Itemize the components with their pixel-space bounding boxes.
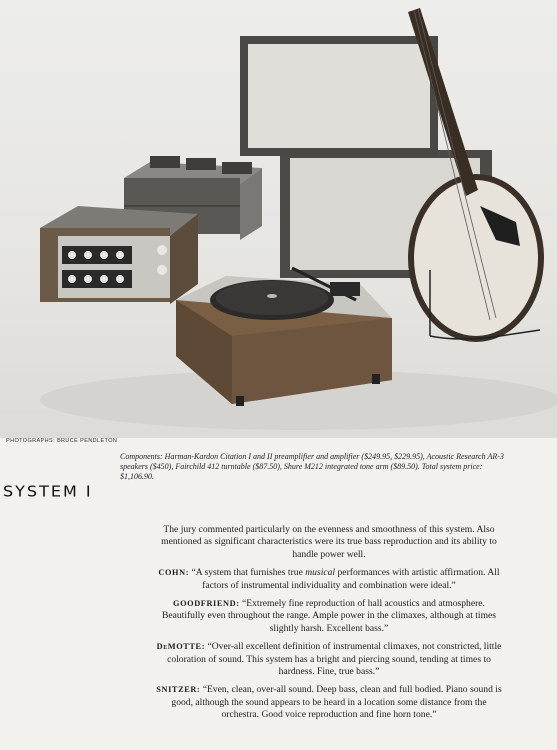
reviewer-name: COHN: bbox=[158, 568, 190, 578]
photo-caption: Components: Harman-Kardon Citation I and II preamplifier and amplifier ($249.95, $229.95), Acoustic Research AR-3 speakers ($450), Fairchild 412 turntable ($87.50), Shure M212 integrated tone arm ($89.50). Total system price: $1,106.90. bbox=[120, 452, 504, 481]
reviewer-quote bbox=[191, 567, 499, 590]
quote-emphasis: musical bbox=[305, 567, 336, 579]
quote-text: performances with artistic affirmation. All factors of instrumental individuality and combination were ideal.” bbox=[202, 567, 500, 591]
speaker-front-icon bbox=[240, 36, 438, 156]
reviewer-quote: “Over-all excellent definition of instrumental climaxes, not constricted, little coloration of sound. This system has a bright and piercing sound, tending at times to hardness. Fine, true bass.” bbox=[167, 641, 502, 678]
comment-demotte bbox=[154, 641, 504, 678]
intro-paragraph: The jury commented particularly on the evenness and smoothness of this system. Also mentioned as significant characteristics were its true bass reproduction and its ability to handle power well. bbox=[161, 524, 497, 560]
comment-goodfriend bbox=[154, 598, 504, 635]
reviewer-quote: “Even, clean, over-all sound. Deep bass, clean and full bodied. Piano sound is good, although the sound appears to be heard in a location some distance from the orchestra. Good voice reproduction and fine horn tone.” bbox=[171, 684, 502, 721]
preamplifier-icon bbox=[40, 206, 198, 304]
quote-text: “A system that furnishes true bbox=[191, 567, 306, 579]
comment-snitzer bbox=[154, 684, 504, 721]
reviewer-name: GOODFRIEND: bbox=[173, 599, 240, 609]
section-heading: SYSTEM I bbox=[3, 482, 93, 501]
reviewer-name: SNITZER: bbox=[156, 685, 201, 695]
comment-cohn bbox=[154, 567, 504, 592]
reviewer-quote: “Extremely fine reproduction of hall acoustics and atmosphere. Beautifully even throughout the range. Ample power in the climaxes, although at times slightly harsh. Excellent bass.” bbox=[161, 598, 497, 634]
reviewer-name: DeMOTTE: bbox=[156, 642, 206, 652]
review-body bbox=[154, 524, 504, 728]
photo-credit: PHOTOGRAPHS: BRUCE PENDLETON bbox=[6, 438, 118, 444]
